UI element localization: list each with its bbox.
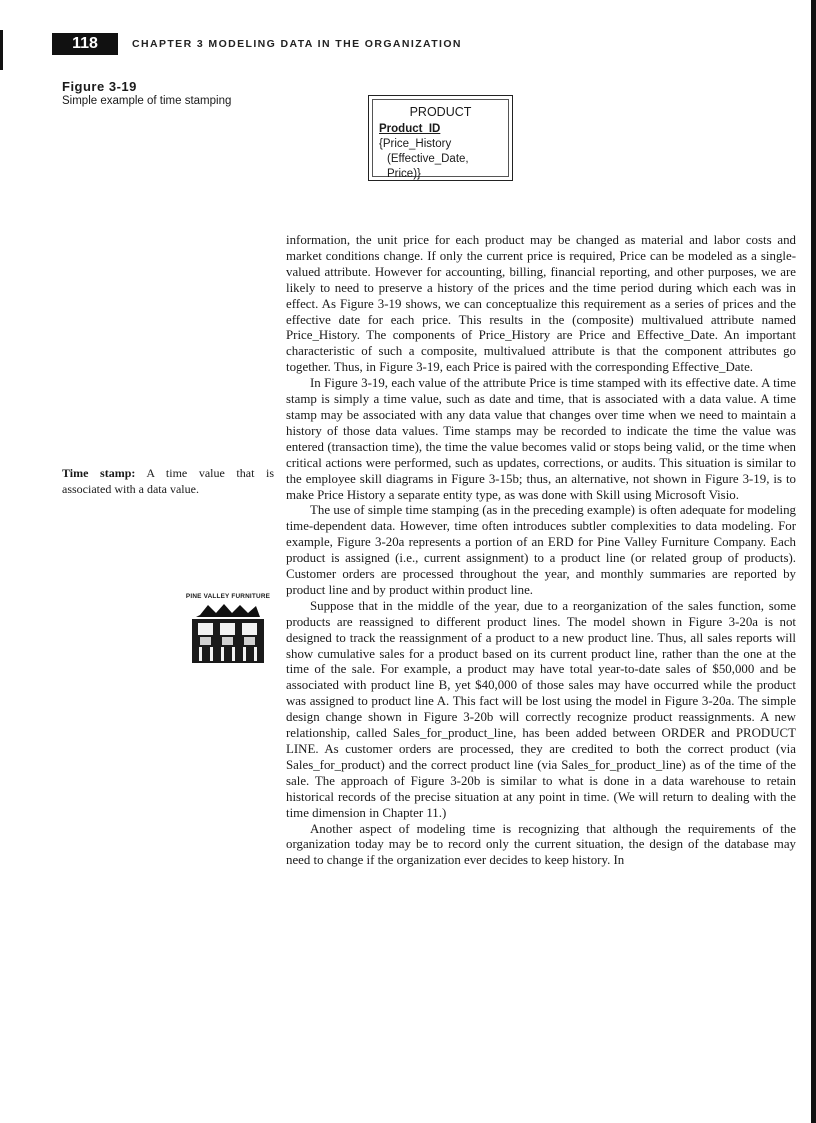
logo-text: PINE VALLEY FURNITURE (185, 593, 271, 600)
definition-term: Time stamp: (62, 466, 136, 480)
body-paragraph-1: information, the unit price for each product may be changed as material and labor costs and market conditions change. If only the current price is required, Price can be modeled as a single-valued attribute. However for accounting, billing, financial reporting, and other purposes, we are likely to need to preserve a history of the prices and the time period during which each was in effect. As Figure 3-19 shows, we can conceptualize this requirement as a series of prices and the effective date for each price. This results in the (composite) multivalued attribute named Price_History. The components of Price_History are Price and Effective_Date. An important characteristic of such a composite, multivalued attribute is that the component attributes go together. Thus, in Figure 3-19, each Price is paired with the corresponding Effective_Date. (286, 233, 796, 375)
entity-box-inner (372, 99, 509, 180)
page-edge-mark-right (811, 0, 816, 1123)
running-head: CHAPTER 3 MODELING DATA IN THE ORGANIZATION (132, 38, 462, 50)
page-edge-mark-left (0, 30, 3, 70)
figure-number: Figure 3-19 (62, 79, 137, 94)
definition-text: A time value that is associated with a data value. (62, 466, 274, 496)
entity-name: PRODUCT (409, 105, 472, 119)
figure-caption: Simple example of time stamping (62, 95, 232, 107)
entity-attribute-line-2: (Effective_Date, Price)} (387, 153, 469, 180)
entity-identifier: Product_ID (379, 123, 441, 135)
body-paragraph-3: The use of simple time stamping (as in the preceding example) is often adequate for modeling time-dependent data. However, time often introduces subtler complexities to data modeling. For example, Figure 3-20a represents a portion of an ERD for Pine Valley Furniture Company. Each product is assigned (i.e., current assignment) to a product line (or related group of products). Customer orders are processed throughout the year, and monthly summaries are reported by product line and by product within product line. (286, 503, 796, 597)
body-text (286, 233, 796, 869)
entity-attribute-line-1: {Price_History (379, 138, 452, 150)
page-header (52, 33, 462, 55)
pine-valley-logo (180, 593, 276, 665)
body-paragraph-4: Suppose that in the middle of the year, due to a reorganization of the sales function, some products are reassigned to different product lines. The model shown in Figure 3-20a is not designed to track the reassignment of a product to a new product line. Thus, all sales reports will show cumulative sales for a product based on its current product line, rather than the one at the time of the sale. For example, a product may have total year-to-date sales of $50,000 and be associated with product line B, yet $40,000 of those sales may have occurred while the product was assigned to product line A. This fact will be lost using the model in Figure 3-20a. The simple design change shown in Figure 3-20b will correctly recognize product reassignments. A new relationship, called Sales_for_product_line, has been added between ORDER and PRODUCT LINE. As customer orders are processed, they are credited to both the correct product (via Sales_for_product) and the correct product line (via Sales_for_product_line) as of the time of the sale. The approach of Figure 3-20b is similar to what is done in a data warehouse to retain historical records of the precise situation at any point in time. (We will return to dealing with the time dimension in Chapter 11.) (286, 598, 796, 820)
page-number: 118 (52, 33, 118, 55)
body-paragraph-2: In Figure 3-19, each value of the attribute Price is time stamped with its effective date. A time stamp is simply a time value, such as date and time, that is associated with a data value. A time stamp may be associated with any data value that changes over time when we need to maintain a history of those data values. Time stamps may be recorded to indicate the time the value was entered (transaction time), the time the value becomes valid or stops being valid, or the time when critical actions were performed, such as updates, corrections, or audits. This situation is similar to the employee skill diagrams in Figure 3-15b; thus, an alternative, not shown in Figure 3-19, is to make Price History a separate entity type, as was done with Skill using Microsoft Visio. (286, 376, 796, 502)
margin-definition (62, 466, 274, 497)
chairs-icon (188, 603, 268, 665)
figure-label (62, 79, 231, 107)
body-paragraph-5: Another aspect of modeling time is recognizing that although the requirements of the organization today may be to record only the current situation, the design of the database may need to change if the organization ever decides to keep history. In (286, 821, 796, 868)
entity-diagram-product (368, 95, 513, 181)
